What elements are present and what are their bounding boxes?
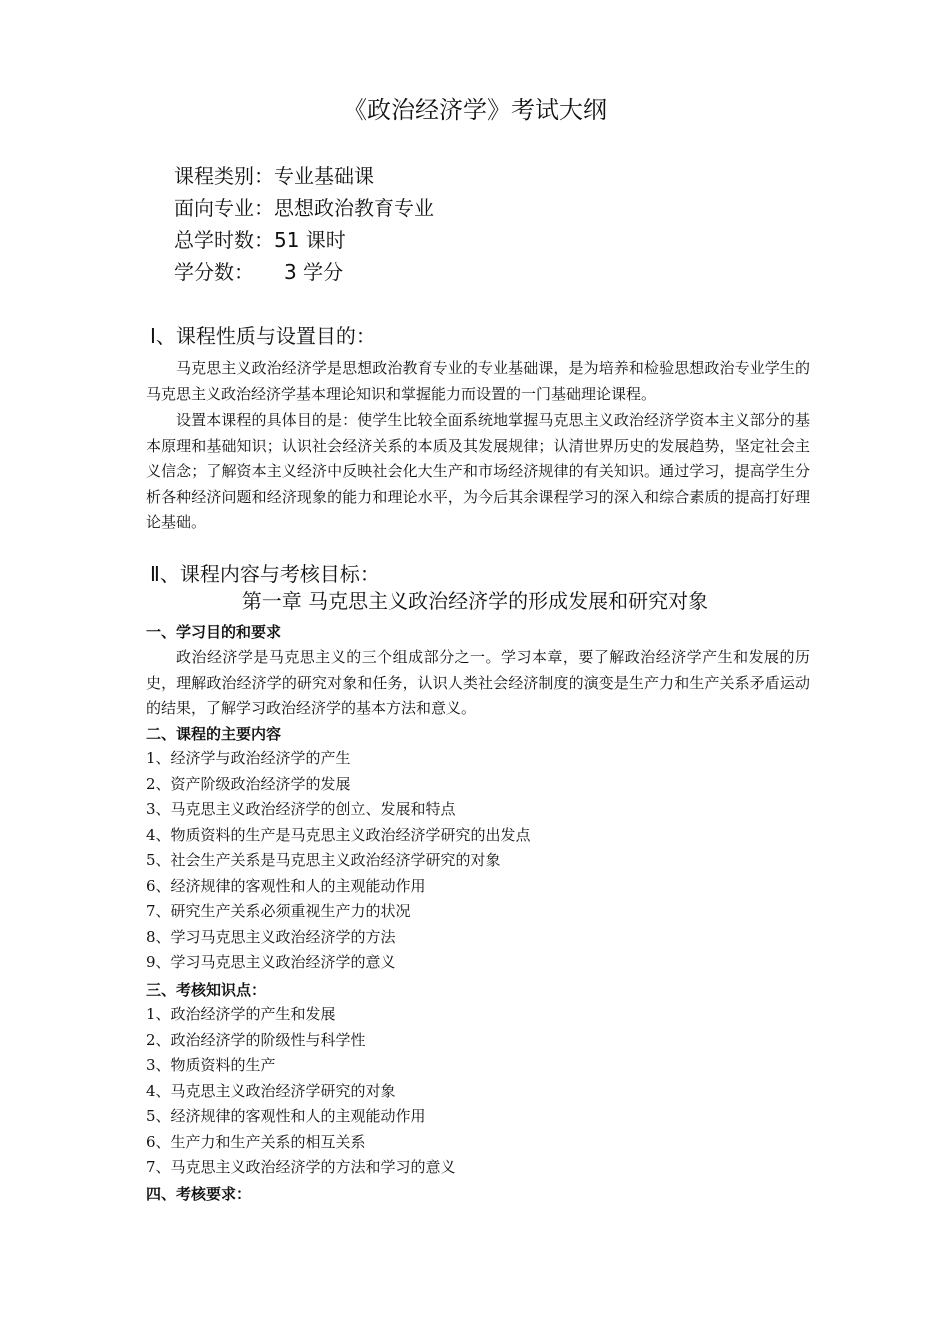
list-item: 1、政治经济学的产生和发展	[146, 1005, 336, 1023]
list-item: 5、经济规律的客观性和人的主观能动作用	[146, 1107, 426, 1125]
list-item: 4、马克思主义政治经济学研究的对象	[146, 1081, 396, 1100]
paragraph-course-purpose: 设置本课程的具体目的是：使学生比较全面系统地掌握马克思主义政治经济学资本主义部分的基本原理和基础知识；认识社会经济关系的本质及其发展规律；认清世界历史的发展趋势，坚定社会主义信念；了解资本主义经济中反映社会化大生产和市场经济规律的有关知识。通过学习，提高学生分析各种经济问题和经济现象的能力和理论水平，为今后其余课程学习的深入和综合素质的提高打好理论基础。	[146, 411, 810, 531]
list-item: 5、社会生产关系是马克思主义政治经济学研究的对象	[146, 851, 501, 869]
course-meta	[174, 160, 434, 288]
section-heading-content: Ⅱ、课程内容与考核目标：	[150, 562, 380, 586]
list-item: 4、物质资料的生产是马克思主义政治经济学研究的出发点	[146, 825, 531, 844]
list-item: 7、马克思主义政治经济学的方法和学习的意义	[146, 1158, 456, 1176]
list-item: 6、经济规律的客观性和人的主观能动作用	[146, 876, 426, 895]
list-item: 8、学习马克思主义政治经济学的方法	[146, 927, 396, 946]
meta-value: 51 课时	[274, 228, 346, 252]
meta-value: 3 学分	[284, 260, 344, 284]
subheading-knowledge-points: 三、考核知识点：	[146, 981, 267, 999]
subheading-assessment-requirements: 四、考核要求：	[146, 1185, 252, 1203]
list-item: 1、经济学与政治经济学的产生	[146, 749, 351, 767]
list-item: 2、政治经济学的阶级性与科学性	[146, 1030, 366, 1049]
subheading-objectives: 一、学习目的和要求	[146, 623, 282, 641]
main-content-list	[146, 746, 531, 976]
meta-key: 面向专业：	[174, 196, 274, 220]
subheading-main-content: 二、课程的主要内容	[146, 725, 282, 743]
meta-total-hours	[174, 224, 434, 256]
knowledge-points-list	[146, 1002, 456, 1181]
meta-key: 学分数：	[174, 260, 254, 284]
meta-key: 课程类别：	[174, 164, 274, 188]
meta-key: 总学时数：	[174, 228, 274, 252]
list-item: 6、生产力和生产关系的相互关系	[146, 1132, 366, 1151]
meta-course-category	[174, 160, 434, 192]
section-heading-nature: Ⅰ、课程性质与设置目的：	[150, 324, 376, 348]
document-title: 《政治经济学》考试大纲	[343, 96, 607, 124]
meta-value: 思想政治教育专业	[274, 196, 434, 220]
paragraph-course-nature: 马克思主义政治经济学是思想政治教育专业的专业基础课，是为培养和检验思想政治专业学生的马克思主义政治经济学基本理论知识和掌握能力而设置的一门基础理论课程。	[146, 359, 810, 403]
meta-target-major	[174, 192, 434, 224]
meta-credits	[174, 256, 434, 288]
chapter-title: 第一章 马克思主义政治经济学的形成发展和研究对象	[241, 589, 709, 613]
list-item: 7、研究生产关系必须重视生产力的状况	[146, 902, 411, 920]
paragraph-objectives: 政治经济学是马克思主义的三个组成部分之一。学习本章，要了解政治经济学产生和发展的历史，理解政治经济学的研究对象和任务，认识人类社会经济制度的演变是生产力和生产关系矛盾运动的结果，了解学习政治经济学的基本方法和意义。	[146, 648, 810, 717]
list-item: 3、马克思主义政治经济学的创立、发展和特点	[146, 800, 456, 818]
list-item: 3、物质资料的生产	[146, 1056, 276, 1074]
list-item: 9、学习马克思主义政治经济学的意义	[146, 953, 396, 971]
meta-value: 专业基础课	[274, 164, 374, 188]
list-item: 2、资产阶级政治经济学的发展	[146, 774, 351, 793]
